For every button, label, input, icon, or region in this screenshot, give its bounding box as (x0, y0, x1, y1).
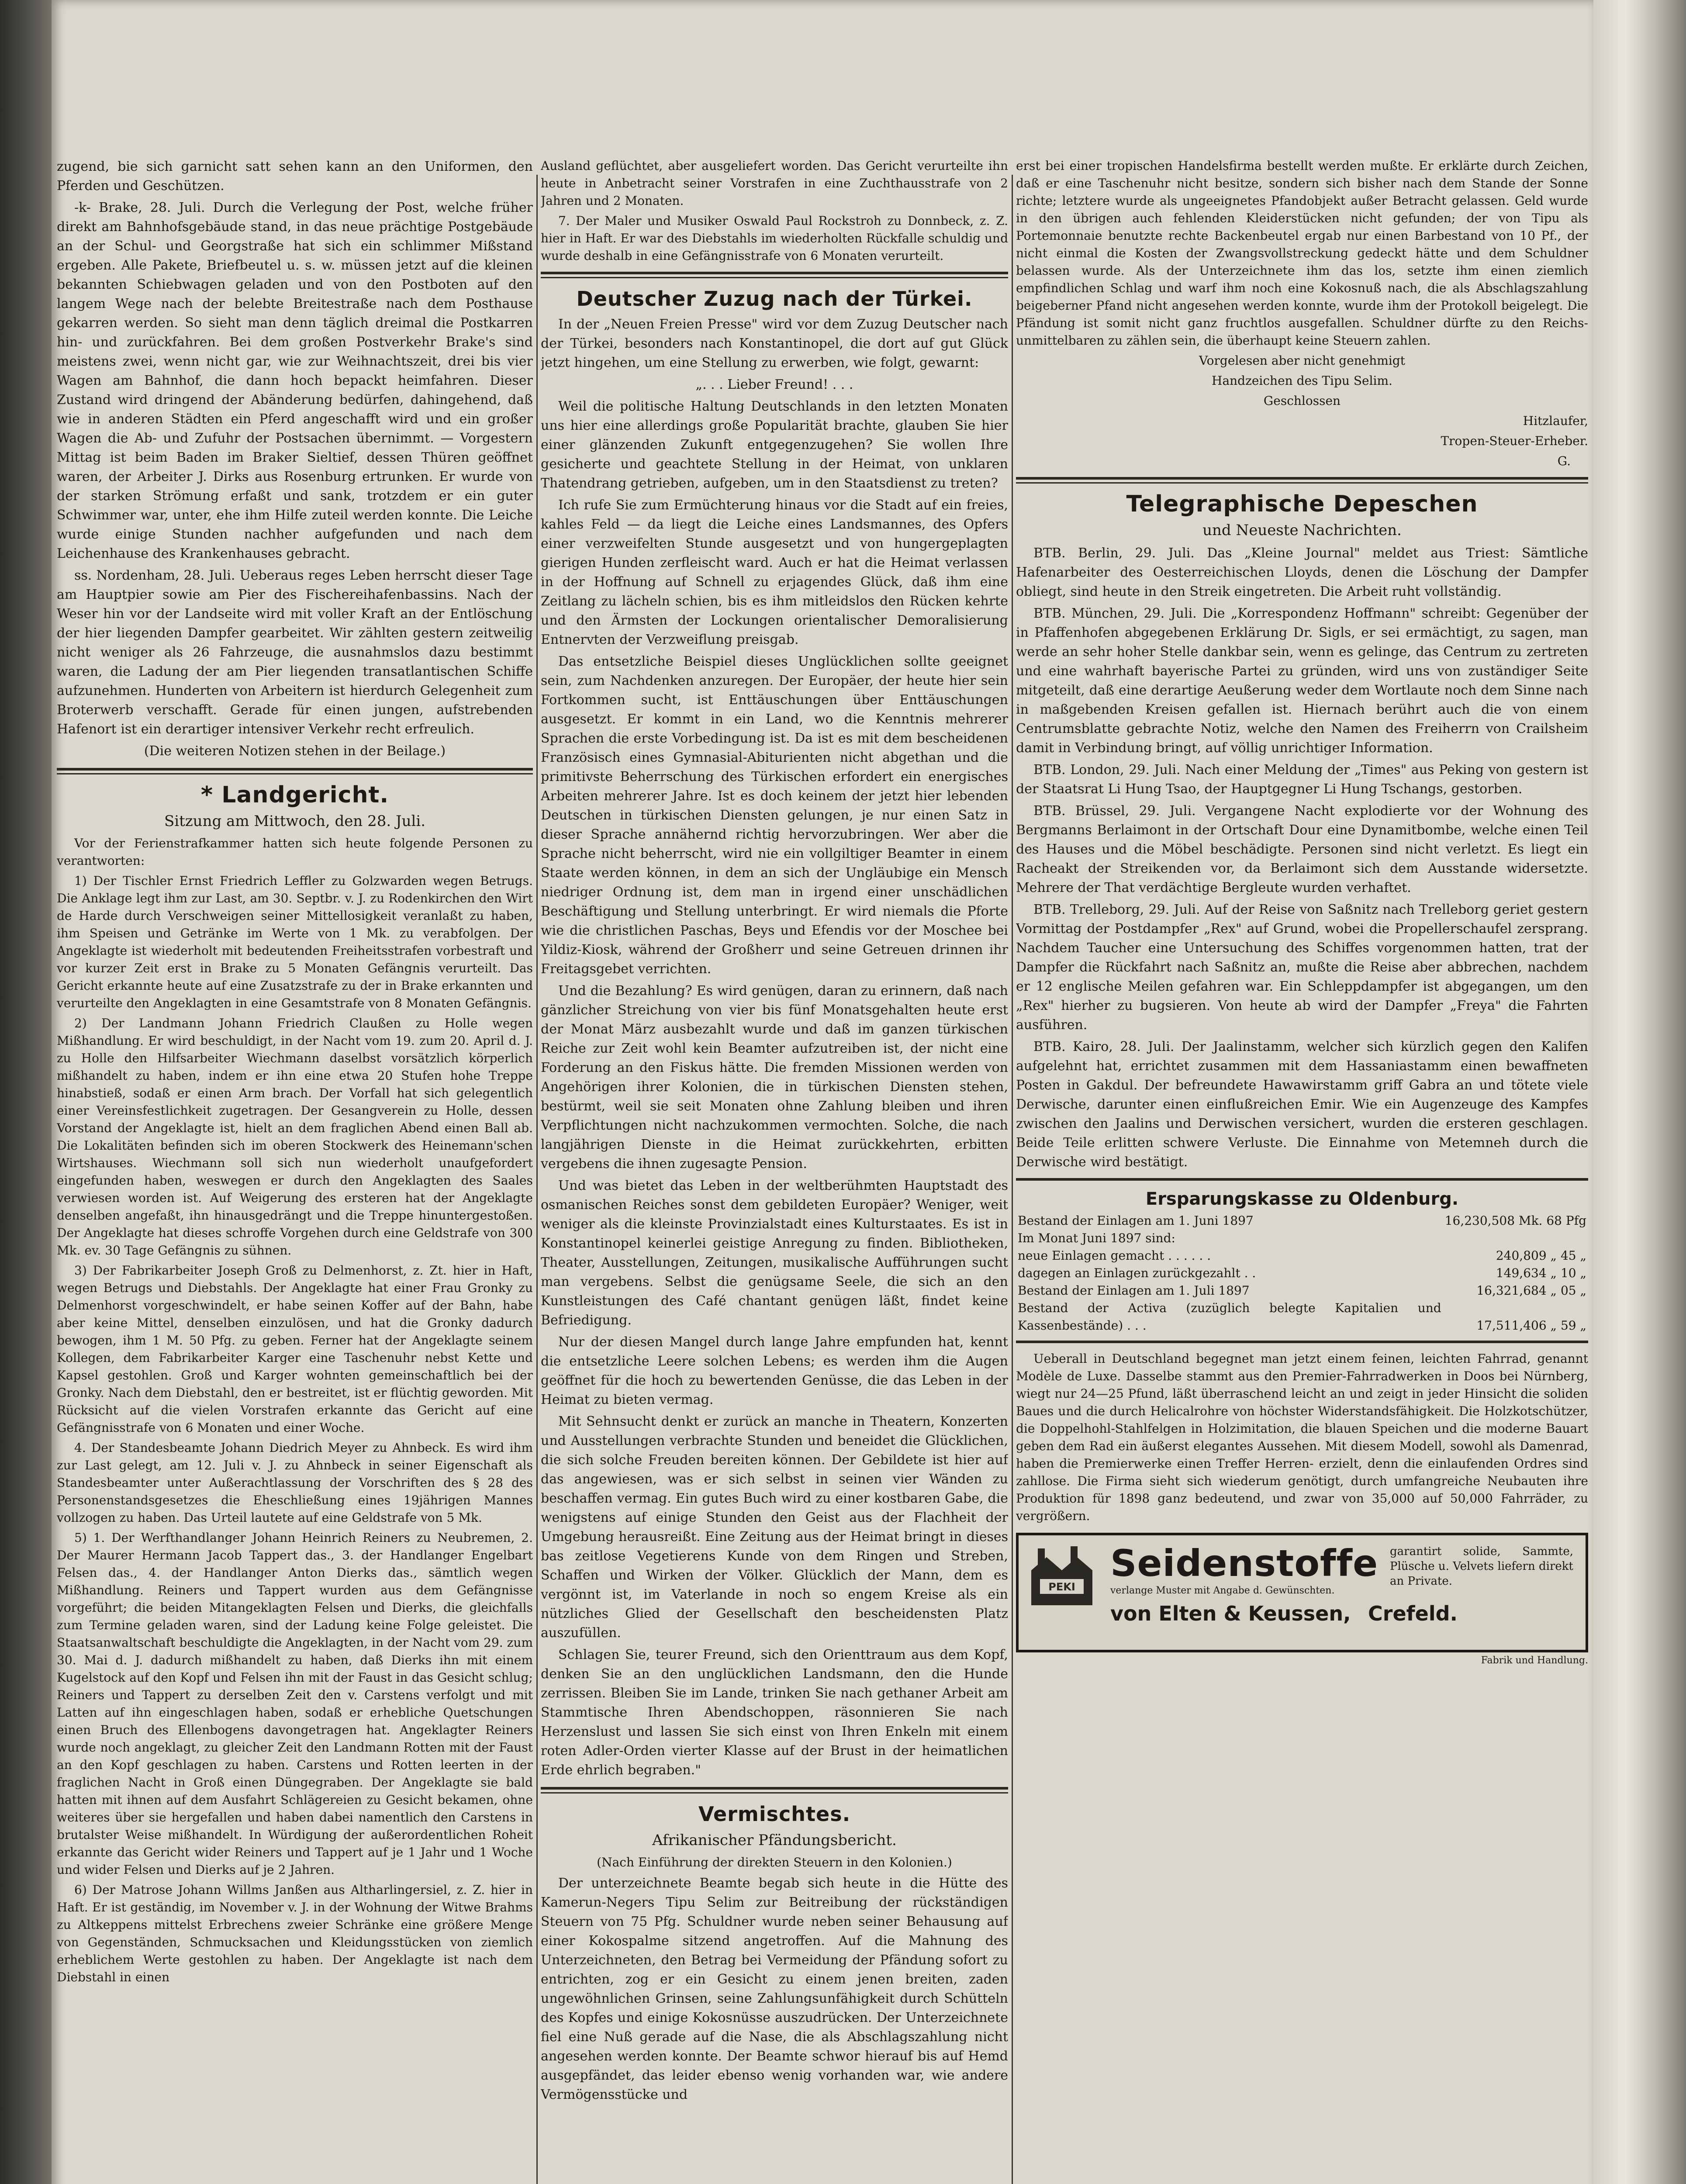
ad-small-line: verlange Muster mit Angabe d. Gewünschten. (1110, 1585, 1335, 1596)
table-cell-value: 16,321,684 „ 05 „ (1476, 1283, 1586, 1298)
court-paragraph: 3) Der Fabrikarbeiter Joseph Groß zu Delmenhorst, z. Zt. hier in Haft, wegen Betrugs und Diebstahls. Der Angeklagte hat einer Frau Gronky zu Delmenhorst vorgeschwindelt, er habe seinen Koffer auf der Bahn, habe aber keine Mittel, denselben einzulösen, und hat die Gronky dadurch bewogen, ihm 1 M. 50 Pfg. zu geben. Ferner hat der Angeklagte seinem Kollegen, dem Fabrikarbeiter Karger eine Taschenuhr nebst Kette und Kapsel gestohlen. Groß und Karger wohnten gemeinschaftlich bei der Gronky. Nach dem Diebstahl, den er bestreitet, ist er flüchtig geworden. Mit Rücksicht auf die vielen Vorstrafen erkannte das Gericht auf eine Gefängnisstrafe von 6 Monaten und einer Woche. (57, 1263, 533, 1435)
factory-logo-icon (1029, 1544, 1095, 1610)
ad-maker: von Elten & Keussen, (1110, 1602, 1351, 1625)
ad-city: Crefeld. (1368, 1602, 1458, 1625)
table-cell-label: neue Einlagen gemacht . . . . . . (1018, 1248, 1211, 1263)
table-row (1016, 1299, 1588, 1334)
court-subheading: Sitzung am Mittwoch, den 28. Juli. (164, 812, 426, 830)
misc-subtitle: Afrikanischer Pfändungsbericht. (652, 1832, 897, 1849)
article-paragraph: zugend, bie sich garnicht satt sehen kann an den Uniformen, den Pferden und Geschützen. (57, 159, 533, 194)
telegram-heading: Telegraphische Depeschen (1126, 491, 1478, 517)
continued-note: (Die weiteren Notizen stehen in der Beilage.) (144, 743, 446, 759)
table-row (1016, 1247, 1588, 1265)
table-cell-value: 16,230,508 Mk. 68 Pfg (1444, 1213, 1586, 1228)
ad-maker-side: Fabrik und Handlung. (1481, 1655, 1588, 1666)
table-cell-label: Bestand der Einlagen am 1. Juli 1897 (1018, 1283, 1250, 1298)
article-paragraph-brake: -k- Brake, 28. Juli. Durch die Verlegung der Post, welche früher direkt am Bahnhofsgebäude stand, in das neue prächtige Postgebäude an der Schul- und Georgstraße hat sich ein schlimmer Mißstand ergeben. Alle Pakete, Briefbeutel u. s. w. müssen jetzt auf die kleinen bekannten Schiebwagen geladen und von den Postboten auf den langem Wege nach der belebte Breitestraße nach dem Posthause gekarren werden. So sieht man denn täglich dreimal die Postkarren hin- und zurückfahren. Bei dem großen Postverkehr Brake's sind meistens zwei, wenn nicht gar, wie zur Weihnachtszeit, drei bis vier Wagen am Bahnhof, die dann hoch bepackt heimfahren. Dieser Zustand wird dringend der Abänderung bedürfen, dahingehend, daß wie in anderen Städten ein Pferd angeschafft wird und ein großer Wagen die Ab- und Zufuhr der Postsachen übernimmt. — Vorgestern Mittag ist beim Baden im Braker Sieltief, dessen Thüren geöffnet waren, der Arbeiter J. Dirks aus Rosenburg ertrunken. Er wurde von der starken Strömung erfaßt und sank, trotzdem er ein guter Schwimmer war, unter, ehe ihm Hilfe zuteil werden konnte. Die Leiche wurde einige Stunden nachher aufgefunden und nach dem Leichenhause des Krankenhauses gebracht. (57, 200, 533, 561)
telegram-berlin: BTB. Berlin, 29. Juli. Das „Kleine Journal" meldet aus Triest: Sämtliche Hafenarbeiter des Oesterreichischen Lloyds, denen die Löschung der Dampfer obliegt, sind heute in den Streik eingetreten. Die Arbeit ruht vollständig. (1016, 546, 1588, 599)
closing-line: Geschlossen (1263, 394, 1341, 408)
column-rule (1012, 175, 1013, 2184)
table-cell-label: Bestand der Einlagen am 1. Juni 1897 (1018, 1213, 1254, 1228)
court-paragraph: 4. Der Standesbeamte Johann Diedrich Meyer zu Ahnbeck. Es wird ihm zur Last gelegt, am 12. Juli v. J. zu Ahnbeck in seiner Eigenschaft als Standesbeamter unter Außerachtlassung der Vorschriften des § 28 des Personenstandsgesetzes die Eheschließung eines 19jährigen Mannes vollzogen zu haben. Das Urteil lautete auf eine Geldstrafe von 5 Mk. (57, 1441, 533, 1525)
ad-tagline: garantirt solide, Sammte, Plüsche u. Velvets liefern direkt an Private. (1390, 1545, 1573, 1588)
column-1 (57, 157, 533, 2184)
bicycle-paragraph: Ueberall in Deutschland begegnet man jetzt einem feinen, leichten Fahrrad, genannt Modèle de Luxe. Dasselbe stammt aus den Premier-Fahrradwerken in Doos bei Nürnberg, wiegt nur 24—25 Pfund, läßt überraschend leicht an und zeigt in jeder Hinsicht die soliden Baues und die durch Helicalrohre von höchster Widerstandsfähigkeit. Die Holzkotschützer, die Doppelhohl-Stahlfelgen in Holzimitation, die blauen Speichen und die moderne Bauart geben dem Rad ein äußerst elegantes Aussehen. Mit diesem Modell, sowohl als Damenrad, haben die Premierwerke einen Treffer Herren- erzielt, denn die einlaufenden Ordres sind zahllose. Die Firma sieht sich wiederum genötigt, durch umfangreiche Neubauten ihre Produktion für 1898 ganz bedeutend, und zwar von 35,000 auf 50,000 Fahrräder, zu vergrößern. (1016, 1351, 1588, 1523)
turkey-paragraph: Das entsetzliche Beispiel dieses Unglücklichen sollte geeignet sein, zum Nachdenken anzuregen. Der Europäer, der heute hier sein Fortkommen sucht, ist Enttäuschungen über Enttäuschungen ausgesetzt. Er kommt in ein Land, wo die Kenntnis mehrerer Sprachen die erste Vorbedingung ist. Da ist es mit dem bescheidenen Französisch eines Gymnasial-Abiturienten nicht abgethan und die primitivste Beherrschung des Türkischen erfordert ein energisches Arbeiten mehrerer Jahre. Ist es doch keinem der jetzt hier lebenden Deutschen in türkischen Diensten gelungen, je nur einen Satz in dieser Sprache annähernd richtig hervorzubringen. Wer aber die Sprache nicht beherrscht, wird nie ein vollgiltiger Beamter in einem Staate werden können, in dem an sich der Ungläubige ein Mensch niedriger Ordnung ist, dem man in irgend einer unschädlichen Beschäftigung und Stellung unterbringt. Er wird niemals die Pforte wie die christlichen Paschas, Beys und Efendis vor der Moschee bei Yildiz-Kiosk, während der Großherr und seine Getreuen drinnen ihr Freitagsgebet verrichten. (541, 654, 1008, 977)
section-divider (541, 1787, 1008, 1794)
table-cell-value (1443, 1230, 1588, 1247)
section-divider (57, 768, 533, 774)
misc-heading: Vermischtes. (698, 1802, 851, 1826)
telegram-subheading: und Neueste Nachrichten. (1202, 522, 1402, 539)
closing-line: Vorgelesen aber nicht genehmigt (1199, 353, 1405, 368)
misc-note: (Nach Einführung der direkten Steuern in den Kolonien.) (597, 1855, 952, 1870)
savings-table (1016, 1212, 1588, 1334)
section-divider (1016, 1341, 1588, 1343)
turkey-paragraph: In der „Neuen Freien Presse" wird vor dem Zuzug Deutscher nach der Türkei, besonders nach Konstantinopel, die dort auf gut Glück jetzt hingehen, um eine Stellung zu erwerben, wie folgt, gewarnt: (541, 317, 1008, 370)
table-row (1016, 1265, 1588, 1282)
turkey-paragraph: Weil die politische Haltung Deutschlands in den letzten Monaten uns hier eine allerdings große Popularität brachte, glauben Sie hier einer glänzenden Zukunft entgegenzugehen? Sie wollen Ihre gesicherte und geachtete Stellung in der Heimat, von unklaren Thatendrang getrieben, aufgeben, um in den Staatsdienst zu treten? (541, 399, 1008, 491)
article-paragraph: Ausland geflüchtet, aber ausgeliefert worden. Das Gericht verurteilte ihn heute in Anbetracht seiner Vorstrafen in eine Zuchthausstrafe von 2 Jahren und 2 Monaten. (541, 159, 1008, 208)
page-edge-stack (1586, 0, 1686, 2184)
turkey-paragraph: Nur der diesen Mangel durch lange Jahre empfunden hat, kennt die entsetzliche Leere solchen Lebens; es werden ihm die Augen geöffnet für die hoch zu bewertenden Genüsse, die das Leben in der Heimat zu bieten vermag. (541, 1334, 1008, 1407)
signature-name: Hitzlaufer, (1523, 414, 1588, 428)
court-paragraph: 6) Der Matrose Johann Willms Janßen aus Altharlingersiel, z. Z. hier in Haft. Er ist geständig, im November v. J. in der Wohnung der Witwe Brahms zu Altkeppens mittelst Erbrechens zweier Schränke eine größere Menge von Gegenständen, Schmucksachen und Kleidungsstücken von ziemlich erheblichem Werte gestohlen zu haben. Der Angeklagte ist nach dem Diebstahl in einen (57, 1883, 533, 1984)
turkey-paragraph: Und die Bezahlung? Es wird genügen, daran zu erinnern, daß nach gänzlicher Streichung von vier bis fünf Monatsgehalten heute erst der Monat März ausbezahlt wurde und daß im ganzen türkischen Reiche zur Zeit wohl kein Beamter aufzutreiben ist, der nicht eine Forderung an den Fiskus hätte. Die fremden Missionen werden von Angehörigen ihrer Kolonien, die in türkischen Diensten stehen, bestürmt, weil sie seit Monaten ohne Zahlung bleiben und ihren Verpflichtungen nicht nachzukommen vermochten. Solche, die nach langjährigen Dienste in die Heimat zurückkehrten, erbitten vergebens die ihnen zugesagte Pension. (541, 983, 1008, 1171)
signature-mark: G. (1557, 454, 1571, 468)
section-divider (1016, 477, 1588, 484)
court-paragraph: 5) 1. Der Werfthandlanger Johann Heinrich Reiners zu Neubremen, 2. Der Maurer Hermann Jacob Tappert das., 3. der Handlanger Engelbart Felsen das., 4. der Handlanger Anton Dierks das., sämtlich wegen Mißhandlung. Reiners und Tappert wurden aus dem Gefängnisse vorgeführt; die beiden Mitangeklagten Felsen und Dierks, die gleichfalls zum Termine geladen waren, sind der Ladung keine Folge geleistet. Die Staatsanwaltschaft beschuldigte die Angeklagten, in der Nacht vom 29. zum 30. Mai d. J. dadurch mißhandelt zu haben, daß Dierks ihn mit einem Kugelstock auf den Kopf und Felsen ihn mit der Faust in das Gesicht schlug; Reiners und Tappert zu derselben Zeit den v. Carstens verfolgt und mit Latten auf ihn eingeschlagen haben, sodaß er erhebliche Quetschungen einen Bruch des Ellenbogens davongetragen hat. Angeklagter Reiners wurde noch angeklagt, zu gleicher Zeit den Landmann Rotten mit der Faust an den Kopf geschlagen zu haben. Carstens und Rotten leerten in der fraglichen Nacht in Groß einen Düngegraben. Der Angeklagte sie bald hatten mit ihnen auf dem Ausfahrt Schlägereien zu Gesicht bekamen, ohne weiteres über sie hergefallen und haben dabei namentlich den Carstens in brutalster Weise mißhandelt. In Würdigung der außerordentlichen Roheit erkannte das Gericht wider Reiners und Tappert auf je 1 Jahr und 1 Woche und wider Felsen und Dierks auf je 2 Jahren. (57, 1531, 533, 1877)
turkey-paragraph: Schlagen Sie, teurer Freund, sich den Orienttraum aus dem Kopf, denken Sie an den unglücklichen Landsmann, den die Hunde zerrissen. Bleiben Sie im Lande, trinken Sie nach gethaner Arbeit am Stammtische Ihren Abendschoppen, räsonnieren Sie nach Herzenslust und lassen Sie sich einst von Ihren Enkeln mit einem roten Adler-Orden vierter Klasse auf der Brust in der heimatlichen Erde ehrlich begraben." (541, 1647, 1008, 1778)
telegram-kairo: BTB. Kairo, 28. Juli. Der Jaalinstamm, welcher sich kürzlich gegen den Kalifen aufgelehnt hat, errichtet zusammen mit dem Hassaniastamm einen bewaffneten Posten in Gakdul. Der befreundete Hawawirstamm griff Gabra an und tötete viele Derwische, darunter einen einflußreichen Emir. Wie ein Augenzeuge des Kampfes zwischen den Jaalins und Derwischen versichert, wurden die ersteren geschlagen. Beide Teile erlitten schwere Verluste. Die Einnahme von Metemneh durch die Derwische wird bestätigt. (1016, 1039, 1588, 1170)
telegram-london: BTB. London, 29. Juli. Nach einer Meldung der „Times" aus Peking von gestern ist der Staatsrat Li Hung Tsao, der Hauptgegner Li Hung Tschangs, gestorben. (1016, 762, 1588, 797)
table-cell-label: Bestand der Activa (zuzüglich belegte Kapitalien und Kassenbestände) . . . (1018, 1301, 1441, 1333)
turkey-salutation: „. . . Lieber Freund! . . . (695, 377, 853, 392)
table-row (1016, 1282, 1588, 1299)
silk-advertisement (1016, 1533, 1588, 1652)
newspaper-page (52, 0, 1593, 2184)
turkey-paragraph: Ich rufe Sie zum Ermüchterung hinaus vor die Stadt auf ein freies, kahles Feld — da liegt die Leiche eines Landsmannes, des Opfers einer verzweifelten Stunde ausgesetzt und von hungergeplagten gierigen Hunden zerfleischt ward. Auch er hat die Heimat verlassen in der Hoffnung auf Schnell zu erjagendes Glück, daß ihm eine Zeitlang zu lächeln schien, bis es ihm mitleidslos den Rücken kehrte und den Ärmsten der Lockungen orientalischer Demoralisierung Entnervten der Verzweiflung preisgab. (541, 498, 1008, 647)
article-paragraph: erst bei einer tropischen Handelsfirma bestellt werden mußte. Er erklärte durch Zeichen, daß er eine Taschenuhr nicht besitze, sondern sich bisher nach dem Stande der Sonne richte; letztere wurde als ungeeignetes Pfandobjekt außer Betracht gelassen. Geld wurde in den übrigen auch fehlenden Kleiderstücken nicht gefunden; der von Tipu als Portemonnaie benutzte rechte Backenbeutel ergab nur einen Barbestand von 10 Pf., der nicht einmal die Kosten der Zwangsvollstreckung gedeckt hätte und dem Schuldner belassen wurde. Als der Unterzeichnete ihm das los, setzte ihm einen ziemlich empfindlichen Schlag und warf ihm noch eine Kokosnuß nach, die als Abschlagszahlung beigeberner Pfand nicht angesehen werden konnte, wurde ihm der Protokoll beigelegt. Die Pfändung ist somit nicht ganz fruchtlos ausgefallen. Schuldner dürfte zu den Reichs-unmittelbaren zu zählen sein, die überhaupt keine Steuern zahlen. (1016, 159, 1588, 348)
logo-text: PEKI (1048, 1581, 1075, 1593)
article-paragraph-nordenham: ss. Nordenham, 28. Juli. Ueberaus reges Leben herrscht dieser Tage am Hauptpier sowie am Pier des Fischereihafenbassins. Nach der Weser hin vor der Landseite wird mit voller Kraft an der Entlöschung der hier liegenden Dampfer gearbeitet. Wir zählten gestern zeitweilig nicht weniger als 26 Fahrzeuge, die ausnahmslos dazu bestimmt waren, die Ladung der am Pier liegenden transatlantischen Schiffe aufzunehmen. Hunderten von Arbeitern ist hierdurch Gelegenheit zum Broterwerb verschafft. Gerade für einen jungen, aufstrebenden Hafenort ist ein derartiger intensiver Verkehr recht erfreulich. (57, 568, 533, 737)
turkey-heading: Deutscher Zuzug nach der Türkei. (576, 287, 973, 311)
table-cell-label: Im Monat Juni 1897 sind: (1018, 1231, 1175, 1245)
table-row (1016, 1212, 1588, 1230)
table-row (1016, 1230, 1588, 1247)
turkey-paragraph: Und was bietet das Leben in der weltberühmten Hauptstadt des osmanischen Reiches sonst dem gebildeten Europäer? Weniger, weit weniger als die kleinste Provinzialstadt eines Kulturstaates. Es ist in Konstantinopel keinerlei geistige Anregung zu finden. Bibliotheken, Theater, Ausstellungen, Zeitungen, musikalische Aufführungen sucht man vergebens. Selbst die genügsame Seele, die sich an den Kunstleistungen des Café chantant genügen läßt, findet keine Befriedigung. (541, 1178, 1008, 1328)
table-cell-value: 240,809 „ 45 „ (1496, 1248, 1586, 1263)
telegram-muenchen: BTB. München, 29. Juli. Die „Korrespondenz Hoffmann" schreibt: Gegenüber der in Pfaffenhofen abgegebenen Erklärung Dr. Sigls, er sei ermächtigt, zu sagen, man werde an sehr hoher Stelle dankbar sein, wenn es gelinge, das Centrum zu zertreten und eine wahrhaft bayerische Partei zu gründen, wird uns von zuständiger Seite mitgeteilt, daß eine derartige Aeußerung weder dem Wortlaute noch dem Sinne nach in maßgebenden Kreisen gefallen ist. Hiernach berührt auch die von einem Centrumsblatte gebrachte Notiz, welche den Namen des Freiherrn von Crailsheim damit in Verbindung bringt, auf völlig unrichtiger Information. (1016, 606, 1588, 756)
closing-line: Handzeichen des Tipu Selim. (1212, 373, 1392, 388)
table-cell-value: 149,634 „ 10 „ (1496, 1266, 1586, 1280)
column-rule (536, 175, 538, 2184)
column-2 (541, 157, 1008, 2184)
table-cell-value: 17,511,406 „ 59 „ (1476, 1318, 1586, 1333)
section-divider (1016, 1178, 1588, 1181)
misc-paragraph: Der unterzeichnete Beamte begab sich heute in die Hütte des Kamerun-Negers Tipu Selim zur Beitreibung der rückständigen Steuern von 75 Pfg. Schuldner wurde neben seiner Behausung auf einer Kokospalme sitzend angetroffen. Auf die Mahnung des Unterzeichneten, den Betrag bei Vermeidung der Pfändung sofort zu entrichten, zog er ein Gesicht zu einem jenen breiten, zaden ungewöhnlichen Grinsen, seine Zahlungsunfähigkeit durch Schütteln des Kopfes und einige Kokosnüsse auszudrücken. Der Unterzeichnete fiel eine Nuß gerade auf die Nase, die als Abschlagszahlung nicht angesehen werden konnte. Der Beamte schwor hierauf bis auf Hemd ausgepfändet, das leider ebenso wenig vorhanden war, wie andere Vermögensstücke und (541, 1876, 1008, 2102)
savings-heading: Ersparungskasse zu Oldenburg. (1145, 1189, 1459, 1209)
court-heading: * Landgericht. (200, 782, 389, 808)
article-paragraph: 7. Der Maler und Musiker Oswald Paul Rockstroh zu Donnbeck, z. Z. hier in Haft. Er war des Diebstahls im wiederholten Rückfalle schuldig und wurde deshalb in eine Gefängnisstrafe von 6 Monaten verurteilt. (541, 214, 1008, 263)
court-paragraph: Vor der Ferienstrafkammer hatten sich heute folgende Personen zu verantworten: (57, 836, 533, 868)
table-cell-label: dagegen an Einlagen zurückgezahlt . . (1018, 1266, 1256, 1280)
signature-title: Tropen-Steuer-Erheber. (1441, 434, 1588, 448)
telegram-bruessel: BTB. Brüssel, 29. Juli. Vergangene Nacht explodierte vor der Wohnung des Bergmanns Berlaimont in der Ortschaft Dour eine Dynamitbombe, welche einen Teil des Hauses und die Möbel beschädigte. Personen sind nicht verletzt. Es liegt ein Racheakt der Streikenden vor, da Berlaimont sich dem Ausstande widersetzte. Mehrere der That verdächtige Bergleute wurden verhaftet. (1016, 803, 1588, 895)
telegram-trelleborg: BTB. Trelleborg, 29. Juli. Auf der Reise von Saßnitz nach Trelleborg geriet gestern Vormittag der Postdampfer „Rex" auf Grund, wobei die Propellerschaufel zersprang. Nachdem Taucher eine Untersuchung des Schiffes vorgenommen hatten, trat der Dampfer die Rückfahrt nach Saßnitz an, mußte die Reise aber abbrechen, nachdem er 12 englische Meilen gefahren war. Ein Schleppdampfer ist abgegangen, um den „Rex" hierher zu bugsieren. Von heute ab wird der Dampfer „Freya" die Fahrten ausführen. (1016, 902, 1588, 1033)
column-3 (1016, 157, 1588, 2184)
ad-brand: Seidenstoffe (1110, 1542, 1379, 1585)
section-divider (541, 272, 1008, 278)
court-paragraph: 2) Der Landmann Johann Friedrich Claußen zu Holle wegen Mißhandlung. Er wird beschuldigt, in der Nacht vom 19. zum 20. April d. J. zu Holle den Hilfsarbeiter Wiechmann daselbst vorsätzlich körperlich mißhandelt zu haben, indem er ihn eine etwa 20 Stufen hohe Treppe hinabstieß, sodaß er einen Arm brach. Der Vorfall hat sich gelegentlich einer Vereinsfestlichkeit zugetragen. Der Gesangverein zu Holle, dessen Vorstand der Angeklagte ist, hielt an dem fraglichen Abend einen Ball ab. Die Lokalitäten befinden sich im oberen Stockwerk des Heinemann'schen Wirtshauses. Wiechmann soll sich nun wiederholt unaufgefordert eingefunden haben, weswegen er durch den Angeklagten des Saales verwiesen worden ist. Auf Weigerung des ersteren hat der Angeklagte denselben angefaßt, ihn hinausgedrängt und die Treppe hinuntergestoßen. Der Angeklagte hat dieses schroffe Vorgehen durch eine Geldstrafe von 300 Mk. ev. 30 Tage Gefängnis zu sühnen. (57, 1016, 533, 1258)
court-paragraph: 1) Der Tischler Ernst Friedrich Leffler zu Golzwarden wegen Betrugs. Die Anklage legt ihm zur Last, am 30. Septbr. v. J. zu Rodenkirchen den Wirt de Harde durch Verschweigen seiner Mittellosigkeit veranlaßt zu haben, ihm Speisen und Getränke im Werte von 1 Mk. zu verabfolgen. Der Angeklagte ist wiederholt mit bedeutenden Freiheitsstrafen vorbestraft und vor kurzer Zeit erst in Brake zu 5 Monaten Gefängnis verurteilt. Das Gericht erkannte heute auf eine Zusatzstrafe zu der in Brake erkannten und verurteilte den Angeklagten in eine Gesamtstrafe von 8 Monaten Gefängnis. (57, 874, 533, 1010)
turkey-paragraph: Mit Sehnsucht denkt er zurück an manche in Theatern, Konzerten und Ausstellungen verbrachte Stunden und beneidet die Glücklichen, die sich solche Freuden bereiten können. Der Gebildete ist hier auf das angewiesen, was er sich selbst in seinen vier Wänden zu beschaffen vermag. Ein gutes Buch wird zu einer kostbaren Gabe, die wenigstens auf einige Stunden den Geist aus der Flachheit der Umgebung herausreißt. Eine Zeitung aus der Heimat bringt in dieses bas zeitlose Vegetierens Kunde von dem Ringen und Streben, Schaffen und Wirken der Völker. Glücklich der Mann, dem es vergönnt ist, im Vaterlande in noch so engem Kreise als ein nützliches Glied der Gesellschaft den bescheidensten Platz auszufüllen. (541, 1414, 1008, 1641)
